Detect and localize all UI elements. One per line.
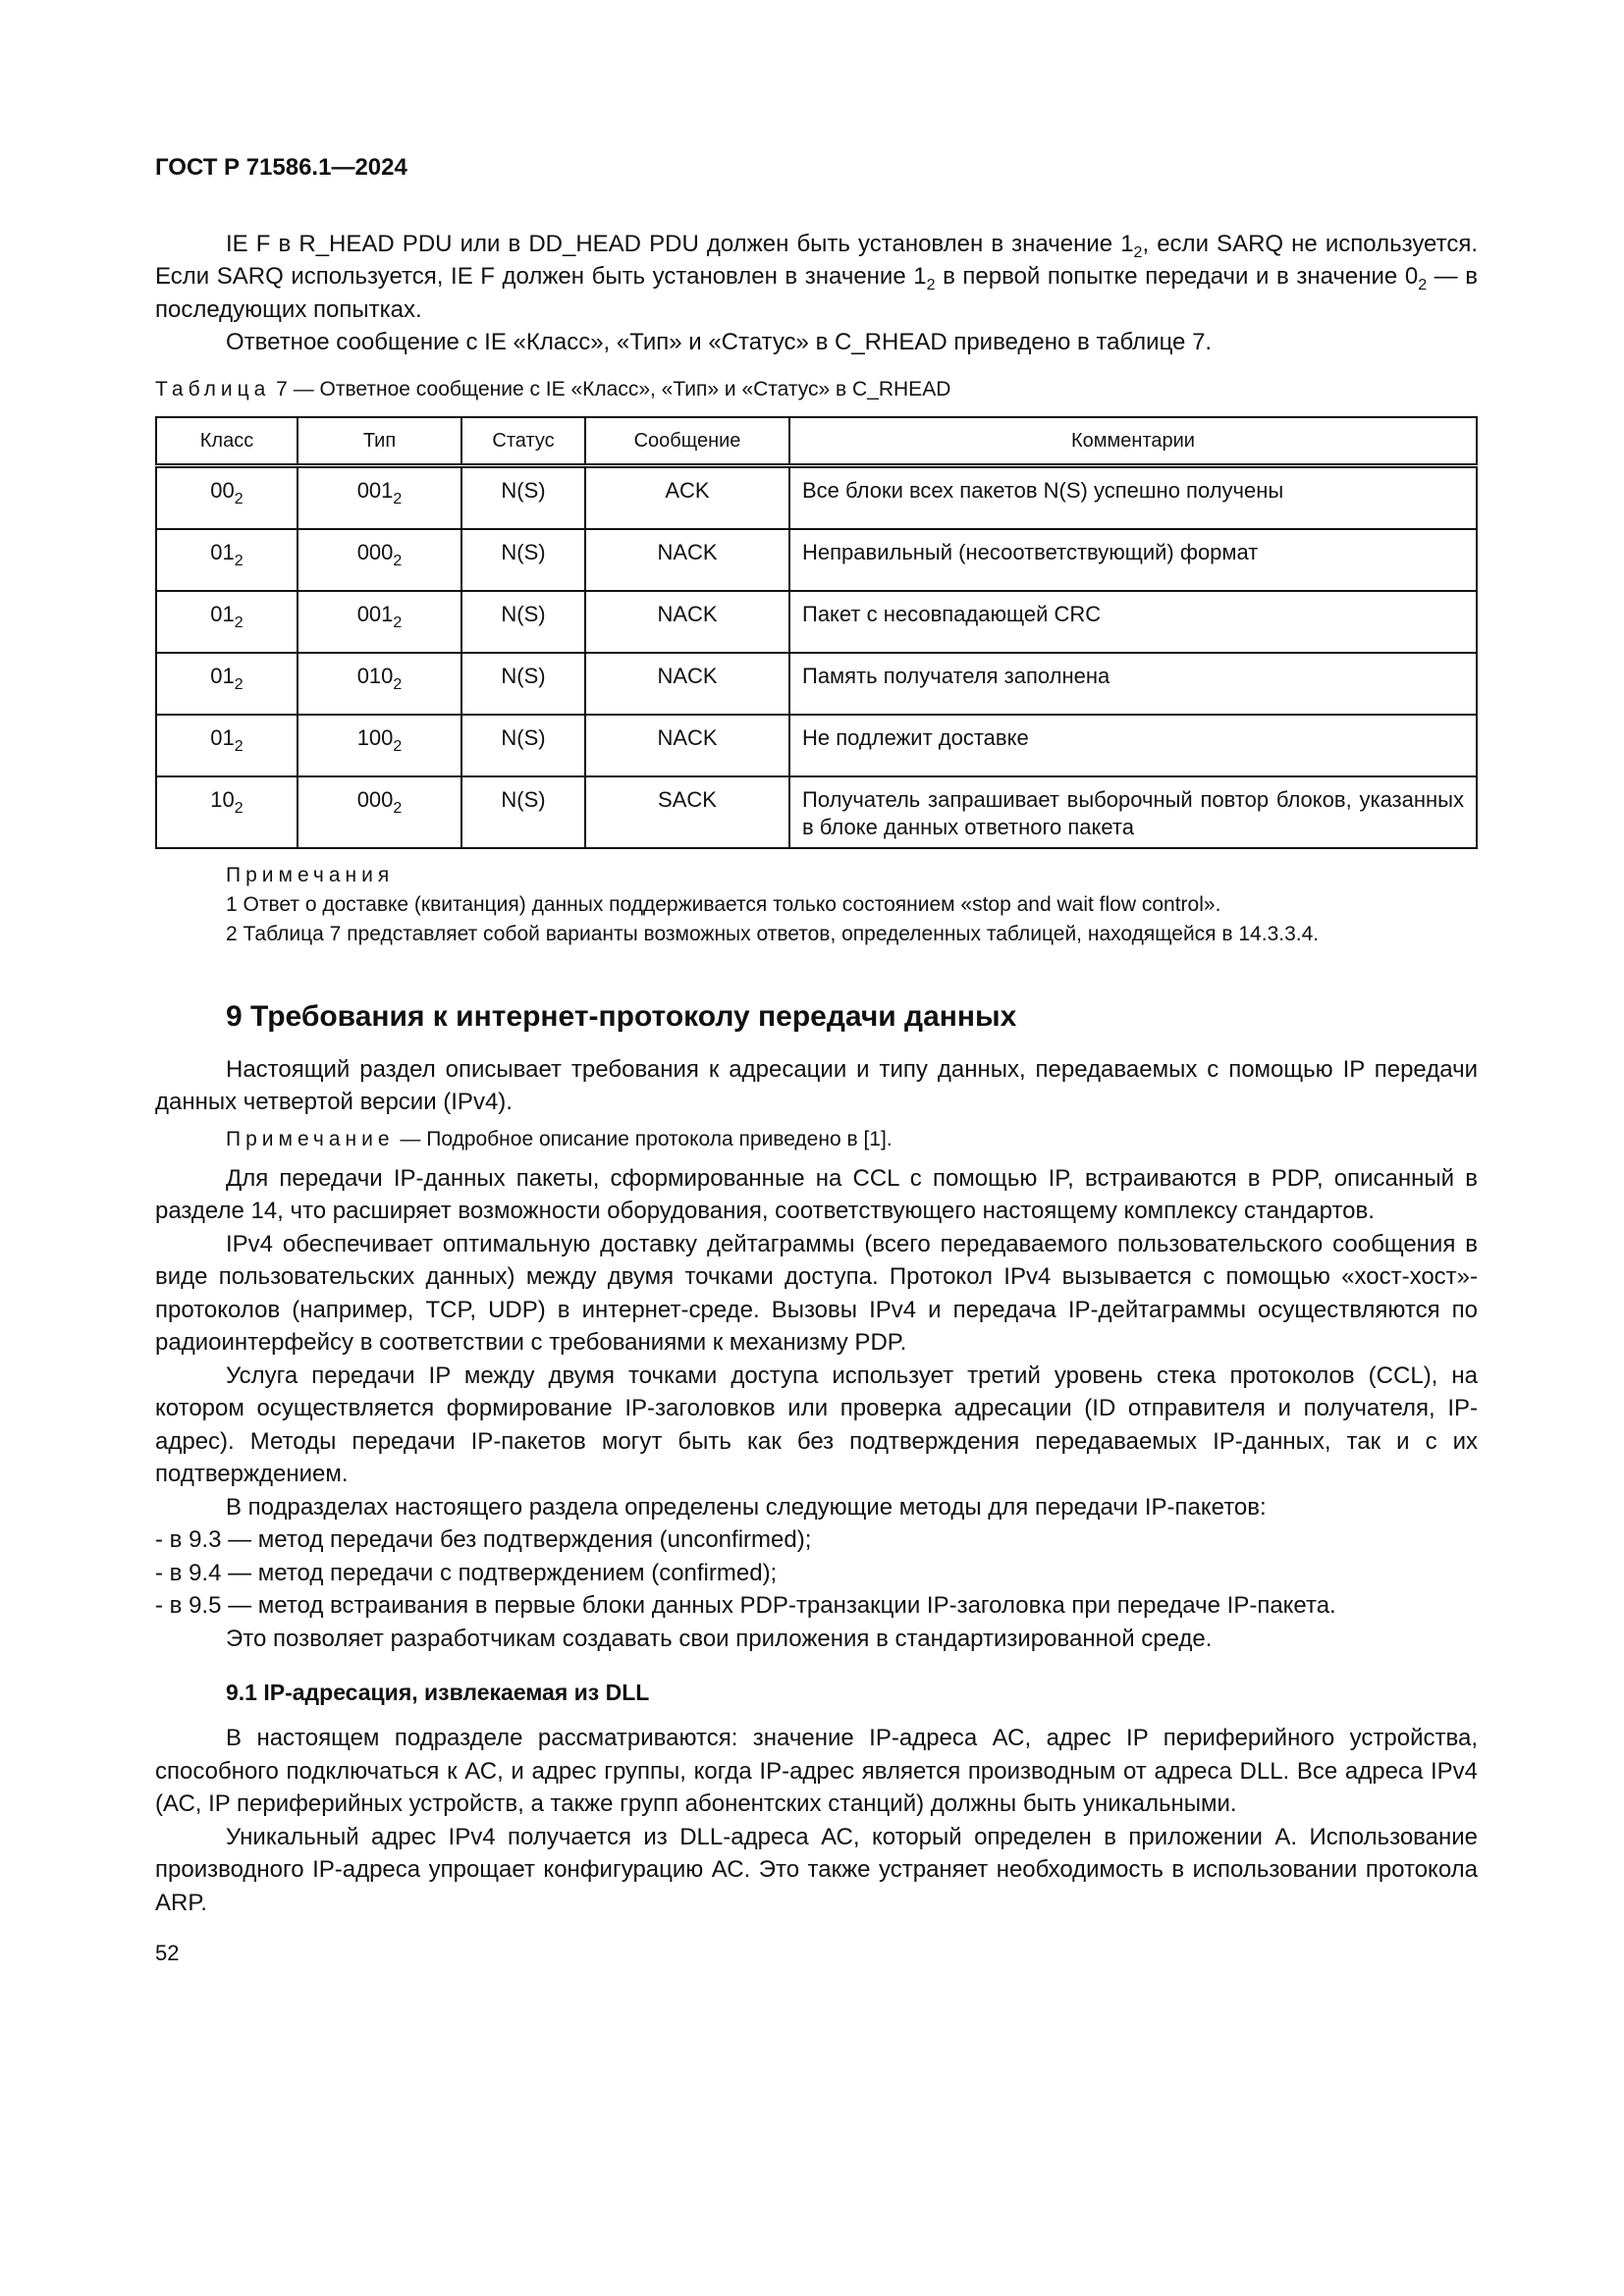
paragraph: IPv4 обеспечивает оптимальную доставку дейтаграммы (всего передаваемого пользовательского сообщения в виде пользовательских данных) между двумя точками доступа. Протокол IPv4 вызывается с помощью «хост-хост»-протоколов (например, TCP, UDP) в интернет-среде. Вызовы IPv4 и передача IP-дейтаграммы осуществляются по радиоинтерфейсу в соответствии с требованиями к механизму PDP. (155, 1230, 1478, 1356)
cell-cls: $01_2$ (156, 715, 298, 776)
cell-typ: $100_2$ (298, 715, 461, 776)
table-row (156, 653, 1477, 715)
cell-cm: Неправильный (несоответствующий) формат (789, 529, 1477, 591)
cell-st: N(S) (461, 653, 585, 715)
paragraph: Уникальный адрес IPv4 получается из DLL-адреса АС, который определен в приложении А. Использование производного IP-адреса упрощает конфигурацию АС. Это также устраняет необходимость в использовании протокола ARP. (155, 1823, 1478, 1916)
section-9-body (155, 1053, 1478, 1656)
cell-cm: Пакет с несовпадающей CRC (789, 591, 1477, 653)
table-7 (155, 416, 1478, 849)
note: 2 Таблица 7 представляет собой варианты возможных ответов, определенных таблицей, находящейся в 14.3.3.4. (226, 922, 1320, 945)
table-caption: Таблица 7 — Ответное сообщение с IE «Класс», «Тип» и «Статус» в C_RHEAD (155, 377, 951, 400)
cell-st: N(S) (461, 529, 585, 591)
cell-cm: Память получателя заполнена (789, 653, 1477, 715)
cell-cls: $01_2$ (156, 591, 298, 653)
cell-cls: $00_2$ (156, 465, 298, 529)
table-row (156, 465, 1477, 529)
list-item: - в 9.5 — метод встраивания в первые блоки данных PDP-транзакции IP-заголовка при передаче IP-пакета. (155, 1592, 1336, 1619)
cell-st: N(S) (461, 776, 585, 848)
cell-cm: Все блоки всех пакетов N(S) успешно получены (789, 465, 1477, 529)
col-header: Сообщение (585, 417, 789, 466)
cell-st: N(S) (461, 715, 585, 776)
col-header: Статус (461, 417, 585, 466)
cell-msg: ACK (585, 465, 789, 529)
paragraph: Для передачи IP-данных пакеты, сформированные на CCL с помощью IP, встраиваются в PDP, описанный в разделе 14, что расширяет возможности оборудования, соответствующего настоящему комплексу стандартов. (155, 1164, 1478, 1224)
col-header: Тип (298, 417, 461, 466)
table-row (156, 529, 1477, 591)
paragraph: Настоящий раздел описывает требования к адресации и типу данных, передаваемых с помощью IP передачи данных четвертой версии (IPv4). (155, 1055, 1478, 1115)
paragraph: В настоящем подразделе рассматриваются: значение IP-адреса АС, адрес IP периферийного устройства, способного подключаться к АС, и адрес группы, когда IP-адрес является производным от адреса DLL. Все адреса IPv4 (АС, IP периферийных устройств, а также групп абонентских станций) должны быть уникальными. (155, 1725, 1478, 1817)
intro-text (155, 228, 1478, 359)
section-9-1-body (155, 1722, 1478, 1919)
cell-cls: $01_2$ (156, 653, 298, 715)
table-row (156, 715, 1477, 776)
cell-msg: NACK (585, 715, 789, 776)
cell-msg: NACK (585, 591, 789, 653)
list-item: - в 9.4 — метод передачи с подтверждением (confirmed); (155, 1559, 778, 1586)
paragraph: Это позволяет разработчикам создавать свои приложения в стандартизированной среде. (226, 1625, 1213, 1652)
paragraph: Услуга передачи IP между двумя точками доступа использует третий уровень стека протоколов (CCL), на котором осуществляется формирование IP-заголовков или проверка адресации (ID отправителя и получателя, IP-адрес). Методы передачи IP-пакетов могут быть как без подтверждения передаваемых IP-данных, так и с их подтверждением. (155, 1362, 1478, 1487)
note: 1 Ответ о доставке (квитанция) данных поддерживается только состоянием «stop and wait flow control». (226, 892, 1221, 916)
document-header: ГОСТ Р 71586.1—2024 (155, 154, 407, 181)
paragraph: В подразделах настоящего раздела определены следующие методы для передачи IP-пакетов: (226, 1493, 1267, 1521)
subsection-heading: 9.1 IP-адресация, извлекаемая из DLL (226, 1680, 650, 1705)
cell-cls: $01_2$ (156, 529, 298, 591)
cell-msg: NACK (585, 529, 789, 591)
table-notes (155, 861, 1478, 949)
cell-typ: $010_2$ (298, 653, 461, 715)
notes-title: Примечания (226, 863, 395, 886)
table-row (156, 776, 1477, 848)
cell-typ: $000_2$ (298, 776, 461, 848)
cell-msg: NACK (585, 653, 789, 715)
table-row (156, 591, 1477, 653)
list-item: - в 9.3 — метод передачи без подтверждения (unconfirmed); (155, 1526, 812, 1553)
cell-st: N(S) (461, 591, 585, 653)
paragraph: Ответное сообщение с IE «Класс», «Тип» и «Статус» в C_RHEAD приведено в таблице 7. (226, 329, 1213, 355)
cell-cm: Получатель запрашивает выборочный повтор блоков, указанных в блоке данных ответного пакета (789, 776, 1477, 848)
col-header: Класс (156, 417, 298, 466)
note: Примечание — Подробное описание протокола приведено в [1]. (226, 1127, 893, 1150)
cell-typ: $001_2$ (298, 465, 461, 529)
cell-cm: Не подлежит доставке (789, 715, 1477, 776)
cell-typ: $001_2$ (298, 591, 461, 653)
col-header: Комментарии (789, 417, 1477, 466)
section-heading: 9 Требования к интернет-протоколу передачи данных (226, 999, 1017, 1033)
cell-st: N(S) (461, 465, 585, 529)
cell-cls: $10_2$ (156, 776, 298, 848)
page-number: 52 (155, 1941, 180, 1965)
cell-typ: $000_2$ (298, 529, 461, 591)
cell-msg: SACK (585, 776, 789, 848)
paragraph: IE F в R_HEAD PDU или в DD_HEAD PDU должен быть установлен в значение $1_2$, если SARQ не используется. Если SARQ используется, IE F должен быть установлен в значение $1_2$ в первой попытке передачи и в значение $0_2$ — в последующих попытках. (155, 230, 1478, 323)
